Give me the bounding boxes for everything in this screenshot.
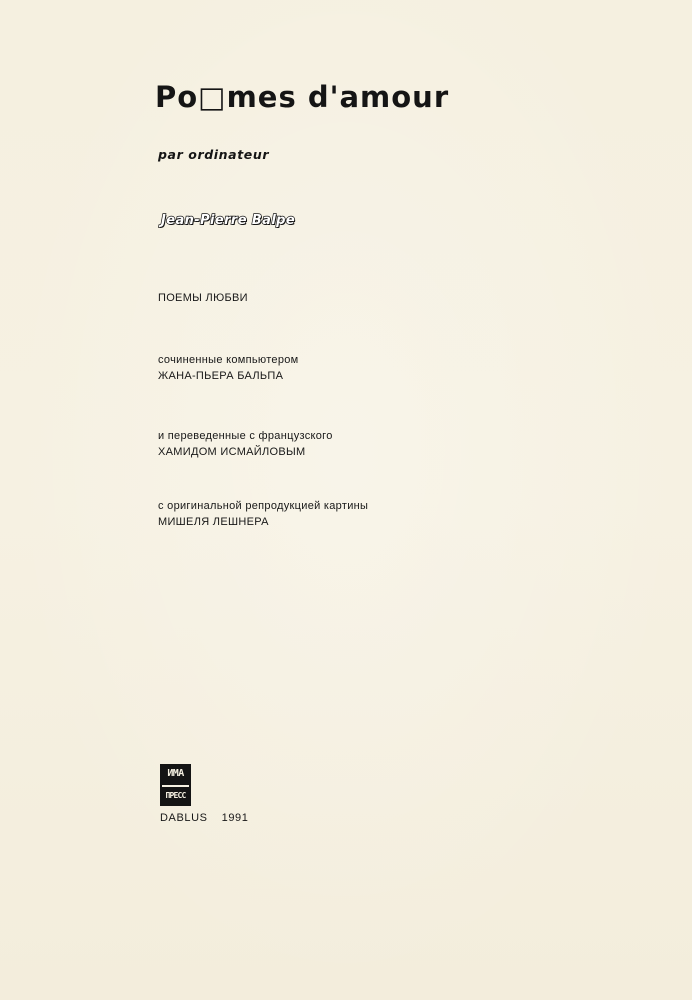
imprint-year: 1991 xyxy=(221,812,249,824)
reproduction-credit xyxy=(158,499,368,529)
publisher-logo xyxy=(160,764,191,806)
book-title: Po□mes d'amour xyxy=(155,80,450,114)
imprint xyxy=(160,812,249,824)
composed-credit-name: ЖАНА-ПЬЕРА БАЛЬПА xyxy=(158,370,284,382)
russian-title: ПОЕМЫ ЛЮБВИ xyxy=(158,292,248,304)
translated-credit xyxy=(158,429,333,459)
publisher-logo-line2: ПРЕСС xyxy=(165,791,186,800)
composed-credit-text: сочиненные компьютером xyxy=(158,354,299,366)
author-name-latin: Jean-Pierre Balpe xyxy=(161,213,296,228)
publisher-logo-line1: ИМА xyxy=(167,768,184,779)
reproduction-credit-name: МИШЕЛЯ ЛЕШНЕРА xyxy=(158,516,269,528)
imprint-publisher: DABLUS xyxy=(160,812,208,824)
publisher-logo-divider xyxy=(162,785,189,787)
book-subtitle: par ordinateur xyxy=(158,147,270,162)
translated-credit-name: ХАМИДОМ ИСМАЙЛОВЫМ xyxy=(158,446,306,458)
composed-credit xyxy=(158,353,299,383)
reproduction-credit-text: с оригинальной репродукцией картины xyxy=(158,500,369,512)
translated-credit-text: и переведенные с французского xyxy=(158,430,333,442)
